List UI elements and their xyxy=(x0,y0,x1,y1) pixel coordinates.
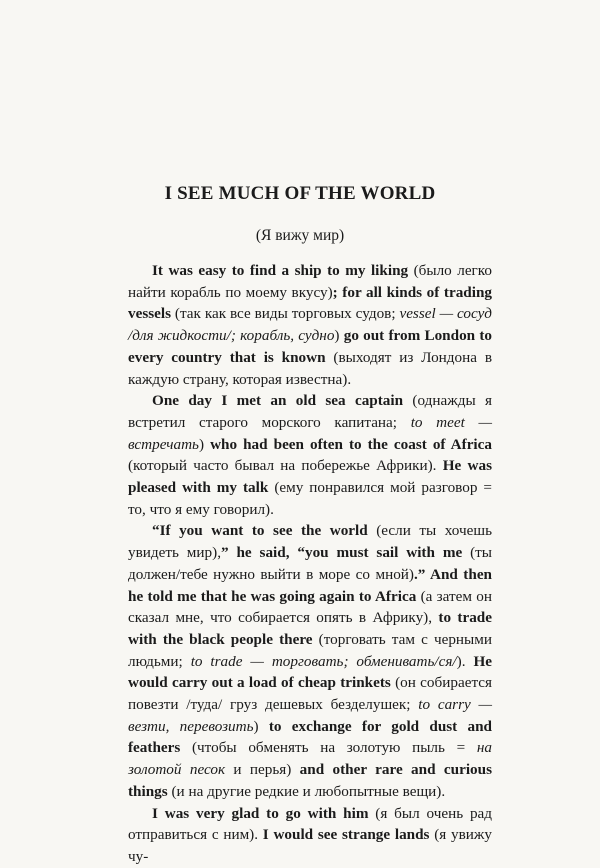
translation-text: (так как все виды торговых судов; xyxy=(171,305,400,323)
translation-text: (чтобы обменять на золотую пыль = xyxy=(180,739,477,757)
english-text: He would carry out a load of cheap trinkets xyxy=(128,652,492,692)
translation-text: (он собирается повезти /туда/ груз дешевых безделушек; xyxy=(128,674,492,714)
paragraph xyxy=(128,520,492,802)
translation-text: ) xyxy=(198,435,211,453)
english-text: go out from London to every country that is known xyxy=(128,327,492,366)
gloss-text: на золотой песок xyxy=(128,739,492,779)
paragraph xyxy=(128,260,492,390)
paragraph xyxy=(128,803,492,868)
translation-text: (который часто бывал на побережье Африки). xyxy=(128,457,443,475)
english-text: One day I met an old sea captain xyxy=(152,392,404,410)
translation-text: ) xyxy=(334,327,344,345)
english-text: “If you want to see the world xyxy=(152,522,368,540)
translation-text: ) xyxy=(253,717,269,735)
translation-text: (ему понравился мой разговор = то, что я ему говорил). xyxy=(128,479,492,518)
translation-text: ). xyxy=(456,652,474,670)
chapter-title: I SEE MUCH OF THE WORLD xyxy=(164,183,436,204)
gloss-text: to meet — встречать xyxy=(128,413,492,453)
english-text: .” And then he told me that he was going again to Africa xyxy=(128,565,493,605)
translation-text: (было легко найти корабль по моему вкусу) xyxy=(128,262,492,301)
english-text: who had been often to the coast of Africa xyxy=(210,435,492,453)
english-text: I was very glad to go with him xyxy=(152,804,369,822)
english-text: and other rare and curious things xyxy=(128,761,492,800)
english-text: It was easy to find a ship to my liking xyxy=(152,262,409,279)
english-text: to trade with the black people there xyxy=(128,609,492,648)
english-text: to exchange for gold dust and feathers xyxy=(128,717,492,757)
translation-text: (и на другие редкие и любопытные вещи). xyxy=(167,782,446,800)
translation-text: (а затем он сказал мне, что собирается опять в Африку), xyxy=(128,587,493,627)
translation-text: (выходят из Лондона в каждую страну, которая известна). xyxy=(128,348,492,388)
english-text: ” he said, “you must sail with me xyxy=(221,544,463,562)
translation-text: (я увижу чу- xyxy=(128,826,492,865)
chapter-subtitle: (Я вижу мир) xyxy=(255,227,345,244)
english-text: I would see strange lands xyxy=(262,826,430,844)
translation-text: (однажды я встретил старого морского капитана; xyxy=(128,392,492,431)
translation-text: (если ты хочешь увидеть мир), xyxy=(128,522,492,562)
gloss-text: to carry — везти, перевозить xyxy=(128,696,492,735)
translation-text: (ты должен/тебе нужно выйти в море со мной) xyxy=(128,544,492,583)
translation-text: (торговать там с черными людьми; xyxy=(128,630,492,670)
translation-text: и перья) xyxy=(225,761,300,779)
chapter-body xyxy=(128,260,492,868)
gloss-text: to trade — торговать; обменивать/ся/ xyxy=(190,652,457,670)
gloss-text: vessel — сосуд /для жидкости/; корабль, судно xyxy=(128,305,492,345)
paragraph xyxy=(128,390,492,520)
english-text: ; for all kinds of trading vessels xyxy=(128,283,492,323)
translation-text: (я был очень рад отправиться с ним). xyxy=(128,804,493,844)
english-text: He was pleased with my talk xyxy=(128,457,492,497)
